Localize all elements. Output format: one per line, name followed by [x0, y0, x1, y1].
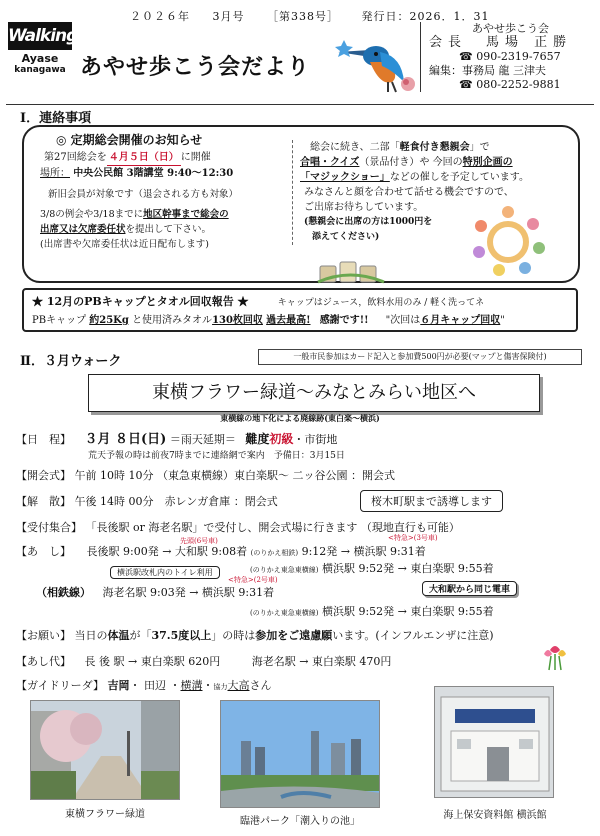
walk-date: ３月 ８日(日)	[84, 432, 167, 447]
route-row-4	[250, 603, 494, 619]
pb-i: "	[500, 315, 505, 326]
opening-row	[16, 467, 395, 483]
req-g: います。(インフルエンザに注意)	[332, 629, 494, 642]
issue-month: 3月号	[212, 10, 245, 23]
pb-title: ★ 12月のPBキャップとタオル回収報告 ★	[32, 295, 249, 308]
issue-date: 発行日：2026．1．31	[361, 10, 490, 23]
walk-headline: 東横フラワー緑道～みなとみらい地区へ	[88, 374, 540, 412]
submit-3: 出席又は欠席委任状	[40, 224, 126, 235]
req-a: 当日の	[74, 629, 108, 642]
place: 中央公民館 3階講堂 9:40～12:30	[73, 168, 234, 179]
kingfisher-icon	[330, 26, 418, 96]
notice-title: ◎ 定期総会開催のお知らせ	[56, 133, 203, 147]
closing-text: 午後 14時 00分 赤レンガ倉庫 ：閉会式	[74, 495, 278, 508]
r2-a: 合唱・クイズ	[300, 157, 360, 168]
tulip-icon	[540, 640, 570, 672]
sotetsu-label: （相鉄線）	[36, 586, 91, 599]
guide-a: 吉岡	[107, 679, 130, 692]
guide-f: 大高	[227, 679, 250, 692]
notice-left	[40, 133, 290, 252]
walk-subheadline: 東横線の地下化による廃線跡(東白楽～横浜)	[220, 413, 380, 423]
rain-postpone: ＝雨天延期＝	[169, 433, 236, 446]
pb-a: PBキャップ	[32, 315, 87, 326]
new-members-note: 新旧会員が対象です（退会される方も対象）	[48, 189, 239, 200]
issue-year: ２０２６年	[130, 10, 190, 23]
transfer-2: (のりかえ東急東横線)	[250, 566, 319, 574]
transfer-1: (のりかえ相鉄)	[250, 549, 299, 557]
meeting-date: ４月５日（日）	[107, 150, 181, 166]
meeting-text: 「長後駅 or 海老名駅」で受付し、開会式場に行きます （現地直行も可能）	[85, 521, 460, 534]
r5: ご出席お待ちしています。	[304, 202, 424, 213]
opening-text: 午前 10時 10分 （東急東横線）東白楽駅～ 二ッ谷公園 ：開会式	[74, 469, 395, 482]
submit-2: 地区幹事まで総会の	[143, 209, 229, 220]
walking-logo	[8, 22, 78, 102]
request-label: 【お願い】	[16, 629, 71, 642]
photo-caption-3: 海上保安資料館 横浜館	[443, 810, 547, 821]
submit-4: を提出して下さい。	[125, 224, 212, 235]
photo-caption-1: 東横フラワー緑道	[65, 809, 145, 820]
issue-number: ［第338号］	[267, 10, 339, 23]
phone-1: ☎ 090-2319-7657	[459, 50, 561, 63]
pb-e: 過去最高!	[266, 315, 311, 326]
r4: みなさんと顔を合わせて話せる機会ですので、	[304, 187, 514, 198]
tag-first-car: 先頭(6号車)	[180, 537, 218, 545]
route-row-2	[250, 560, 494, 576]
pb-c: と使用済みタオル	[132, 315, 213, 326]
transfer-3: (のりかえ東急東横線)	[250, 609, 319, 617]
logo-sub: Ayase	[21, 52, 59, 65]
date-label: 【日 程】	[16, 433, 71, 446]
route-label: 【あ し】	[16, 545, 71, 558]
r2-c: 特別企画の	[462, 157, 513, 168]
difficulty-label: 難度	[245, 432, 270, 446]
r2-b: （景品付き）や 今回の	[359, 157, 463, 168]
guide-note: 桜木町駅まで誘導します	[360, 490, 503, 512]
section-1-heading: Ⅰ．連絡事項	[20, 111, 92, 126]
photo-caption-2: 臨港パーク「潮入りの池」	[240, 816, 360, 827]
guide-b: ・ 田辺 ・	[129, 679, 181, 692]
difficulty-level: 初級	[269, 432, 294, 446]
yamato-note: 大和駅から同じ電車	[422, 581, 517, 596]
r1-bold: 軽食付き懇親会	[399, 142, 470, 153]
pb-f: 感謝です!!	[319, 315, 369, 326]
date-row	[16, 428, 337, 447]
req-e: 」の時は	[211, 629, 256, 642]
pb-report-box	[22, 288, 578, 332]
route-3: 海老名駅 9:03発 → 横浜駅 9:31着	[102, 586, 275, 599]
pb-right-note: キャップはジュース，飲料水用のみ / 軽く洗ってネ	[277, 298, 485, 308]
guide-row	[16, 677, 272, 693]
r1-post: 」で	[469, 142, 490, 153]
photo-flower-greenway	[30, 700, 180, 800]
tag-express-2: <特急>(2号車)	[228, 576, 278, 584]
meeting-pre: 第27回総会を	[44, 152, 107, 163]
r7: 添えてください)	[312, 232, 380, 242]
fare-label: 【あし代】	[16, 655, 71, 668]
meeting-label: 【受付集合】	[16, 521, 82, 534]
logo-sub2: kanagawa	[14, 65, 66, 75]
logo-main: Walking	[8, 22, 72, 50]
photo-coast-guard-museum	[434, 686, 554, 798]
phone-2: ☎ 080-2252-9881	[459, 78, 561, 91]
req-d: 37.5度以上	[151, 629, 212, 642]
header-divider	[6, 104, 594, 105]
guide-label: 【ガイドリーダ】	[16, 679, 104, 692]
pb-b: 約25Kg	[89, 315, 129, 326]
closing-label: 【解 散】	[16, 495, 71, 508]
closing-row	[16, 493, 278, 509]
route-4: 横浜駅 9:52発 → 東白楽駅 9:55着	[321, 605, 494, 618]
section-2-heading: Ⅱ．３月ウォーク	[20, 354, 122, 369]
guide-g: さん	[249, 679, 272, 692]
route-row-1	[16, 543, 426, 559]
pb-g: "次回は	[385, 315, 421, 326]
notice-divider	[292, 140, 293, 245]
submit-1: 3/8の例会や3/18までに	[40, 209, 144, 220]
request-row	[16, 627, 494, 643]
photo-rinko-park	[220, 700, 380, 808]
route-1: 長後駅 9:00発 → 大和駅 9:08着	[86, 545, 248, 558]
participation-note: 一般市民参加はカード記入と参加費500円が必要(マップと傷害保険付)	[258, 349, 582, 365]
pb-h: ６月キャップ回収	[420, 315, 501, 326]
fare-1: 長 後 駅 → 東白楽駅 620円	[84, 655, 221, 668]
place-label: 場所：	[40, 168, 70, 179]
route-2: 横浜駅 9:52発 → 東白楽駅 9:55着	[321, 562, 494, 575]
meeting-post: に開催	[180, 152, 211, 163]
newsletter-title: あやせ歩こう会だより	[80, 54, 311, 80]
cups-icon	[316, 258, 386, 284]
president: 会長 馬場 正勝	[429, 35, 573, 50]
opening-label: 【開会式】	[16, 469, 71, 482]
fare-2: 海老名駅 → 東白楽駅 470円	[251, 655, 392, 668]
route-row-3	[36, 584, 274, 600]
req-b: 体温	[107, 629, 130, 642]
req-f: 参加をご遠慮願	[255, 629, 333, 642]
toilet-note: 横浜駅改札内のトイレ利用	[110, 566, 220, 579]
rain-note: 荒天予報の時は前夜7時までに連絡網で案内 予備日：3月15日	[88, 451, 345, 461]
r1-pre: 総会に続き、二部「	[310, 142, 400, 153]
guide-c: 横溝	[180, 679, 203, 692]
submit-note: (出席書や欠席委任状は近日配布します)	[40, 239, 209, 250]
org-name: あやせ歩こう会	[472, 22, 549, 35]
guide-d: ・	[202, 679, 214, 692]
area: ・市街地	[293, 433, 338, 446]
org-info	[420, 22, 592, 92]
r3-a: 「マジックショー」	[300, 172, 390, 183]
guide-e: 協力	[213, 683, 228, 691]
route-1b: 9:12発 → 横浜駅 9:31着	[301, 545, 426, 558]
pb-d: 130枚回収	[212, 315, 263, 326]
r3-b: などの催しを予定しています。	[389, 172, 530, 183]
fare-row	[16, 653, 391, 669]
r6: (懇親会に出席の方は1000円を	[304, 217, 433, 227]
tag-express-3: <特急>(3号車)	[388, 534, 438, 542]
people-circle-icon	[465, 200, 551, 280]
editor: 編集：事務局 龍 三津夫	[429, 64, 546, 77]
req-c: が「	[129, 629, 152, 642]
